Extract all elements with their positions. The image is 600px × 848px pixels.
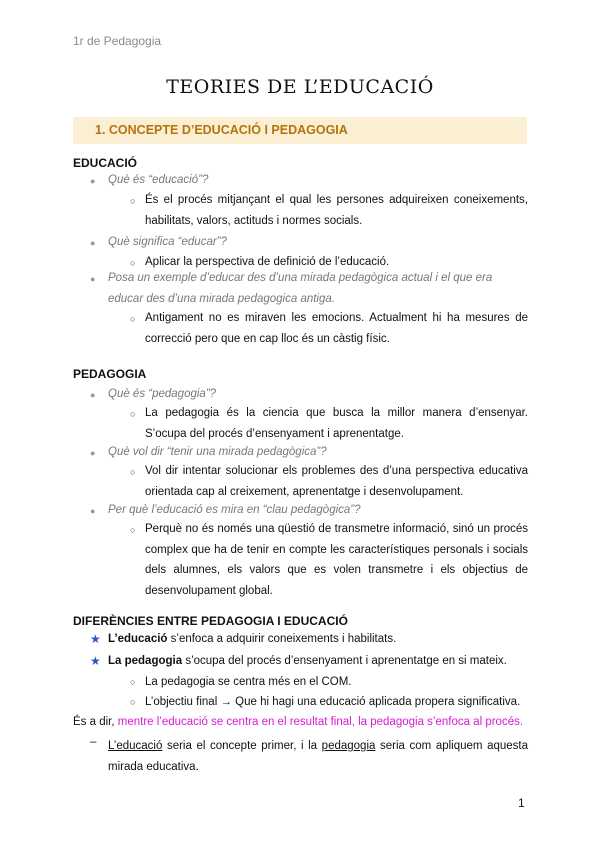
star-icon: ★ xyxy=(90,632,101,646)
conclusion xyxy=(73,716,523,728)
term-educacio: L’educació xyxy=(108,740,163,752)
difference-line xyxy=(108,655,507,667)
diferencies-heading: DIFERÈNCIES ENTRE PEDAGOGIA I EDUCACIÓ xyxy=(73,614,348,628)
question: Posa un exemple d’educar des d’una mirada pedagògica actual i el que era educar des d’una mirada pedagogica antiga. xyxy=(108,272,493,305)
text: seria el concepte primer, i la xyxy=(162,740,322,752)
text: És a dir, xyxy=(73,716,118,728)
text: s’ocupa del procés d’ensenyament i aprenentatge en si mateix. xyxy=(182,655,507,667)
question: Per què l’educació es mira en “clau pedagògica”? xyxy=(108,504,361,516)
term-pedagogia: La pedagogia xyxy=(108,655,183,667)
text: seria com apliquem aquesta mirada educativa. xyxy=(108,740,528,773)
final-statement xyxy=(108,736,528,777)
answer: És el procés mitjançant el qual les persones adquireixen coneixements, habilitats, valors, actituds i normes socials. xyxy=(145,194,528,227)
bullet-icon: ● xyxy=(90,390,96,400)
answer: Antigament no es miraven les emocions. Actualment hi ha mesures de correcció pero que en cap lloc és un càstig físic. xyxy=(145,312,528,345)
answer: Aplicar la perspectiva de definició de l’educació. xyxy=(145,256,390,268)
circle-bullet-icon: ○ xyxy=(130,697,136,707)
detail: L’objectiu final → Que hi hagi una educació aplicada propera significativa. xyxy=(145,696,521,708)
term-educacio: L’educació xyxy=(108,633,168,645)
dash-bullet-icon: – xyxy=(90,736,97,748)
question: Què significa “educar”? xyxy=(108,236,227,248)
detail: La pedagogia se centra més en el COM. xyxy=(145,676,352,688)
text: s’enfoca a adquirir coneixements i habilitats. xyxy=(167,633,397,645)
question: Què és “pedagogia”? xyxy=(108,388,217,400)
circle-bullet-icon: ○ xyxy=(130,409,136,419)
circle-bullet-icon: ○ xyxy=(130,314,136,324)
answer: La pedagogia és la ciencia que busca la millor manera d’ensenyar. S’ocupa del procés d’ensenyament i aprenentatge. xyxy=(145,407,528,440)
question: Què vol dir “tenir una mirada pedagògica”? xyxy=(108,446,327,458)
pedagogia-heading: PEDAGOGIA xyxy=(73,367,147,381)
circle-bullet-icon: ○ xyxy=(130,467,136,477)
difference-line xyxy=(108,633,396,645)
page-number: 1 xyxy=(518,796,525,810)
bullet-icon: ● xyxy=(90,506,96,516)
document-title: TEORIES DE L’EDUCACIÓ xyxy=(166,76,434,98)
circle-bullet-icon: ○ xyxy=(130,525,136,535)
circle-bullet-icon: ○ xyxy=(130,196,136,206)
highlight-text: mentre l’educació se centra en el resultat final, la pedagogia s’enfoca al procés. xyxy=(117,716,524,728)
educacio-heading: EDUCACIÓ xyxy=(73,156,138,170)
circle-bullet-icon: ○ xyxy=(130,258,136,268)
bullet-icon: ● xyxy=(90,238,96,248)
question: Què és “educació”? xyxy=(108,174,209,186)
section-banner xyxy=(73,117,527,144)
star-icon: ★ xyxy=(90,654,101,668)
answer: Perquè no és només una qüestió de transmetre informació, sinó un procés complex que ha de tenir en compte les característiques personals i socials dels alumnes, els valors que es volen transmetre i els objectius de desenvolupament global. xyxy=(145,523,528,597)
bullet-icon: ● xyxy=(90,176,96,186)
circle-bullet-icon: ○ xyxy=(130,677,136,687)
term-pedagogia: pedagogia xyxy=(321,740,376,752)
page-header: 1r de Pedagogia xyxy=(73,34,162,48)
answer: Vol dir intentar solucionar els problemes des d’una perspectiva educativa orientada cap al creixement, aprenentatge i desenvolupament. xyxy=(145,465,528,498)
section-title: 1. CONCEPTE D’EDUCACIÓ I PEDAGOGIA xyxy=(95,123,348,137)
bullet-icon: ● xyxy=(90,448,96,458)
bullet-icon: ● xyxy=(90,274,96,284)
